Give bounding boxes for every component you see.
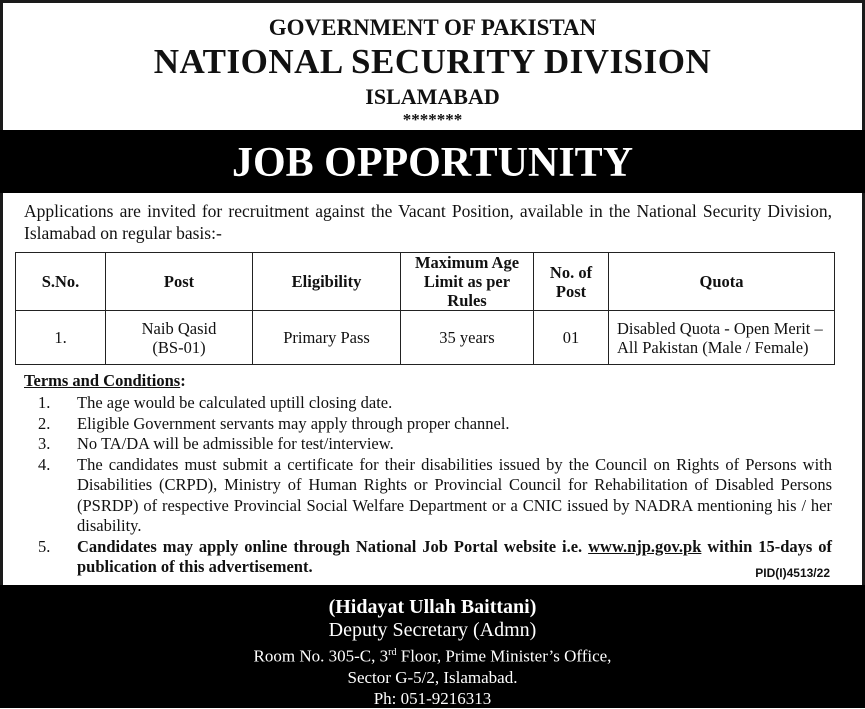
list-item bbox=[24, 393, 832, 414]
signatory-designation: Deputy Secretary (Admn) bbox=[328, 619, 537, 641]
item-number: 2. bbox=[38, 413, 51, 433]
terms-colon: : bbox=[180, 371, 186, 390]
phone-number: Ph: 051-9216313 bbox=[373, 688, 492, 708]
header-sno: S.No. bbox=[16, 253, 106, 311]
government-heading: GOVERNMENT OF PAKISTAN bbox=[268, 15, 597, 40]
header-count: No. of Post bbox=[534, 253, 609, 311]
stars-divider: ******* bbox=[402, 110, 463, 129]
cell-eligibility: Primary Pass bbox=[253, 311, 401, 365]
address-line-2: Sector G-5/2, Islamabad. bbox=[347, 667, 518, 687]
header-eligibility: Eligibility bbox=[253, 253, 401, 311]
header-age: Maximum Age Limit as per Rules bbox=[401, 253, 534, 311]
item-text bbox=[77, 537, 832, 578]
signatory-name: (Hidayat Ullah Baittani) bbox=[328, 596, 537, 618]
signatory-block bbox=[0, 585, 865, 708]
item-text-part: within 15-days of publication of this advertisement. bbox=[77, 536, 832, 576]
division-heading: NATIONAL SECURITY DIVISION bbox=[153, 42, 712, 81]
table-header-row bbox=[16, 253, 835, 311]
address-sup: rd bbox=[388, 647, 397, 658]
list-item bbox=[24, 414, 832, 435]
terms-list bbox=[24, 393, 832, 578]
terms-title: Terms and Conditions bbox=[24, 371, 181, 390]
table-row bbox=[16, 311, 835, 365]
item-number: 5. bbox=[38, 536, 51, 556]
cell-count: 01 bbox=[534, 311, 609, 365]
vacancy-table bbox=[15, 252, 835, 365]
item-text-part: Candidates may apply online through National Job Portal website i.e. bbox=[77, 536, 589, 556]
post-name: Naib Qasid bbox=[141, 318, 217, 338]
header-post: Post bbox=[106, 253, 253, 311]
njp-link[interactable]: www.njp.gov.pk bbox=[588, 536, 702, 556]
post-scale: (BS-01) bbox=[152, 337, 206, 357]
cell-age: 35 years bbox=[401, 311, 534, 365]
item-number: 3. bbox=[38, 434, 51, 453]
header-quota: Quota bbox=[609, 253, 835, 311]
intro-paragraph: Applications are invited for recruitment against the Vacant Position, available in the National Security Division, Islamabad on regular basis:- bbox=[24, 201, 832, 243]
address-line-1 bbox=[0, 642, 865, 667]
item-text: No TA/DA will be admissible for test/interview. bbox=[77, 434, 394, 453]
item-number: 4. bbox=[38, 454, 51, 474]
cell-sno: 1. bbox=[16, 311, 106, 365]
pid-number: PID(I)4513/22 bbox=[755, 566, 830, 580]
list-item bbox=[24, 455, 832, 537]
list-item bbox=[24, 537, 832, 578]
cell-post bbox=[106, 311, 253, 365]
item-text: The age would be calculated uptill closing date. bbox=[77, 393, 393, 412]
item-number: 1. bbox=[38, 393, 51, 412]
list-item bbox=[24, 434, 832, 455]
cell-quota: Disabled Quota - Open Merit – All Pakistan (Male / Female) bbox=[609, 311, 835, 365]
address-part: Room No. 305-C, 3 bbox=[253, 646, 389, 666]
job-opportunity-banner: JOB OPPORTUNITY bbox=[0, 130, 865, 193]
address-part: Floor, Prime Minister’s Office, bbox=[396, 646, 612, 666]
city-heading: ISLAMABAD bbox=[365, 84, 500, 109]
terms-section bbox=[24, 371, 832, 578]
item-text: Eligible Government servants may apply through proper channel. bbox=[77, 413, 510, 433]
item-text: The candidates must submit a certificate for their disabilities issued by the Council on Rights of Persons with Disabilities (CRPD), Ministry of Human Rights or Provincial Council for Rehabilitation of Disabled Persons (PSRDP) of respective Provincial Social Welfare Department or a CNIC issued by NADRA mentioning his / her disability. bbox=[77, 454, 832, 535]
